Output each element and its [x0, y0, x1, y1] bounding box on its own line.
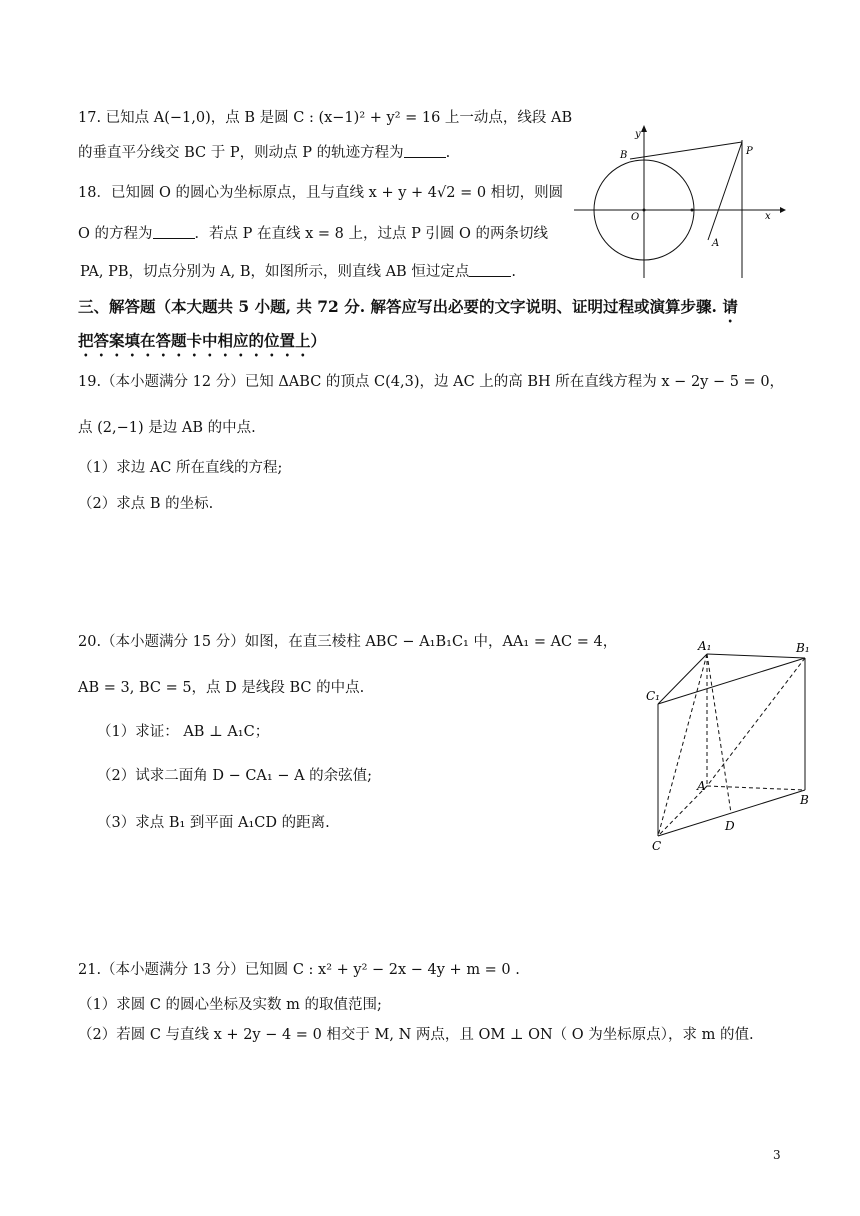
q20-line1: 20.（本小题满分 15 分）如图，在直三棱柱 ABC − A₁B₁C₁ 中，AA₁ = AC = 4， [78, 634, 618, 650]
edge-a-b [707, 786, 805, 790]
answer-blank [153, 224, 195, 239]
page-number: 3 [773, 1148, 781, 1162]
label-y: y [635, 129, 641, 140]
q17-line2-text: 的垂直平分线交 BC 于 P，则动点 P 的轨迹方程为 [78, 145, 404, 161]
edge-b1-a [707, 658, 805, 786]
section3-line2 [78, 330, 326, 360]
q20-part3: （3）求点 B₁ 到平面 A₁CD 的距离. [97, 815, 330, 831]
q19-line1: 19.（本小题满分 12 分）已知 ΔABC 的顶点 C(4,3)，边 AC 上的高 BH 所在直线方程为 x − 2y − 5 = 0， [78, 374, 785, 390]
tangent-pa [708, 142, 742, 240]
prism-figure [640, 634, 825, 856]
q18-line2a: O 的方程为 [78, 226, 153, 242]
q21-part2: （2）若圆 C 与直线 x + 2y − 4 = 0 相交于 M, N 两点，且 OM ⊥ ON（ O 为坐标原点），求 m 的值. [78, 1027, 754, 1043]
origin-point [643, 209, 646, 212]
answer-blank [469, 262, 511, 277]
q17-line2: 的垂直平分线交 BC 于 P，则动点 P 的轨迹方程为 . [78, 145, 451, 161]
label-a: A [697, 779, 706, 793]
q19-line2: 点 (2,−1) 是边 AB 的中点. [78, 420, 256, 436]
section3-line1-text: 三、解答题（本大题共 5 小题, 共 72 分. 解答应写出必要的文字说明、证明过程或演算步骤. [78, 297, 723, 316]
q20-line2: AB = 3, BC = 5，点 D 是线段 BC 的中点. [78, 680, 365, 696]
q20-part1: （1）求证： AB ⊥ A₁C； [97, 724, 270, 740]
q19-part2: （2）求点 B 的坐标. [78, 496, 214, 512]
label-a: A [712, 238, 720, 249]
label-o: O [631, 212, 640, 223]
label-p: P [746, 146, 753, 157]
q18-line3: PA, PB，切点分别为 A, B，如图所示，则直线 AB 恒过定点 . [80, 264, 516, 280]
y-axis-arrow [641, 125, 647, 132]
label-a1: A₁ [698, 639, 712, 653]
q21-part1: （1）求圆 C 的圆心坐标及实数 m 的取值范围; [78, 997, 382, 1013]
q19-part1: （1）求边 AC 所在直线的方程; [78, 460, 283, 476]
q18-line2b: ．若点 P 在直线 x = 8 上，过点 P 引圆 O 的两条切线 [194, 226, 549, 242]
q17-line1: 17. 已知点 A(−1,0)，点 B 是圆 C : (x−1)² + y² = 16 上一动点，线段 AB [78, 110, 573, 126]
x-axis-arrow [780, 207, 786, 213]
edge-a1-c [658, 654, 707, 836]
label-c1: C₁ [646, 689, 660, 703]
q18-line3-text: PA, PB，切点分别为 A, B，如图所示，则直线 AB 恒过定点 [80, 264, 470, 280]
label-d: D [725, 819, 735, 833]
label-b: B [620, 150, 628, 161]
q18-line1: 18．已知圆 O 的圆心为坐标原点，且与直线 x + y + 4√2 = 0 相切，则圆 [78, 185, 564, 201]
tangent-circle-figure [568, 122, 788, 282]
section3-line1 [78, 296, 738, 326]
q21-line1: 21.（本小题满分 13 分）已知圆 C : x² + y² − 2x − 4y + m = 0 . [78, 962, 520, 978]
edge-a1-b1 [707, 654, 805, 658]
label-c: C [652, 839, 662, 853]
tangent-pb [630, 142, 742, 159]
section3-line2-emph: 把答案填在答题卡中相应的位置上 [78, 331, 311, 350]
edge-a1-d [707, 654, 731, 813]
section3-line2-end: ） [310, 331, 327, 350]
fixed-point [691, 209, 694, 212]
q20-part2: （2）试求二面角 D − CA₁ − A 的余弦值; [97, 768, 373, 784]
section3-line1-emph: 请 [722, 297, 738, 316]
label-x: x [765, 211, 771, 222]
q18-line2 [78, 224, 548, 244]
answer-blank [404, 143, 446, 158]
label-b1: B₁ [796, 641, 810, 655]
label-b: B [800, 793, 809, 807]
